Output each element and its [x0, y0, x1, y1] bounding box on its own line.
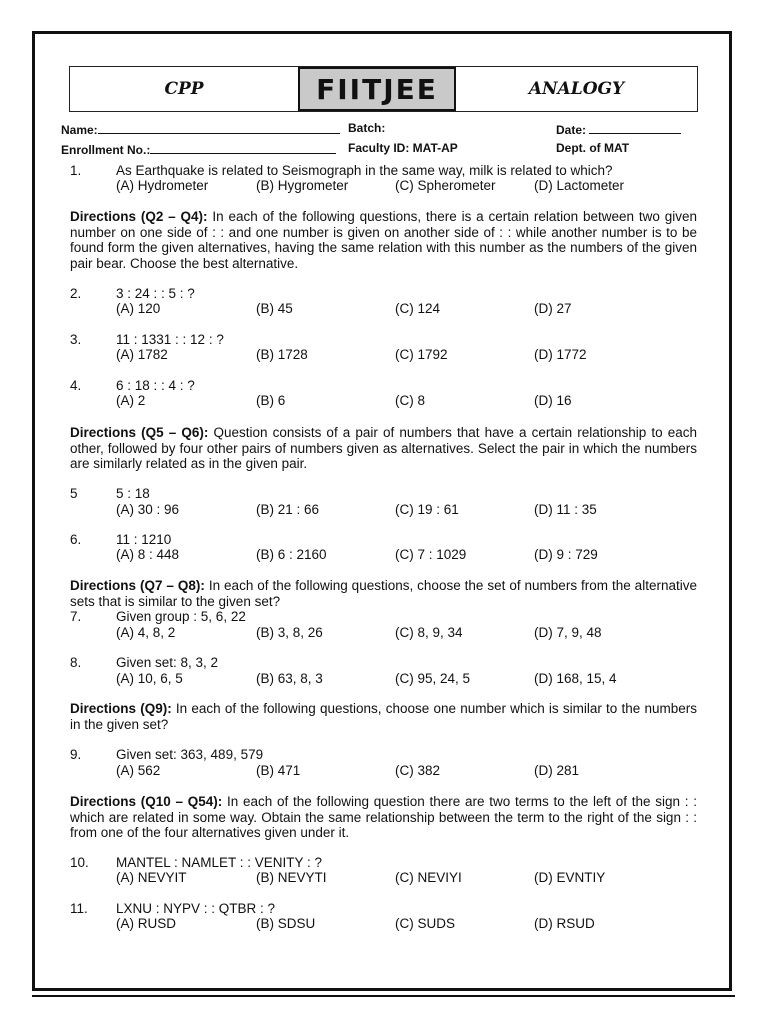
page-border-double-line	[32, 995, 735, 997]
directions-text: In each of the following questions, choose one number which is similar to the numbers in the given set?	[70, 701, 697, 732]
option-a: (A) 8 : 448	[116, 547, 180, 562]
question-stem: 3 : 24 : : 5 : ?	[116, 286, 195, 301]
option-b: (B) 471	[256, 763, 301, 778]
option-c: (C) 1792	[395, 347, 448, 362]
option-d: (D) 281	[534, 763, 580, 778]
question-stem: As Earthquake is related to Seismograph in the same way, milk is related to which?	[116, 163, 613, 178]
question-number: 11.	[70, 901, 88, 916]
department: Dept. of MAT	[556, 141, 630, 155]
date-field	[556, 121, 681, 137]
option-b: (B) 3, 8, 26	[256, 625, 323, 640]
question-number: 4.	[70, 378, 82, 393]
directions-heading: Directions (Q10 – Q54):	[70, 794, 223, 809]
option-d: (D) 11 : 35	[534, 502, 597, 517]
name-line	[98, 121, 340, 134]
option-a: (A) NEVYIT	[116, 870, 187, 885]
date-label: Date:	[556, 123, 587, 137]
date-line	[589, 121, 681, 134]
question-stem: Given set: 363, 489, 579	[116, 747, 264, 762]
option-d: (D) Lactometer	[534, 178, 625, 193]
option-a: (A) 4, 8, 2	[116, 625, 176, 640]
option-a: (A) 1782	[116, 347, 168, 362]
directions-heading: Directions (Q5 – Q6):	[70, 425, 209, 440]
question-stem: Given group : 5, 6, 22	[116, 609, 246, 624]
question-number: 1.	[70, 163, 82, 178]
option-d: (D) 9 : 729	[534, 547, 598, 562]
directions-block	[70, 578, 697, 609]
question-number: 8.	[70, 655, 82, 670]
option-c: (C) 19 : 61	[395, 502, 459, 517]
header-box	[69, 66, 698, 112]
option-d: (D) 1772	[534, 347, 587, 362]
option-d: (D) RSUD	[534, 916, 595, 931]
option-b: (B) Hygrometer	[256, 178, 349, 193]
question-stem: Given set: 8, 3, 2	[116, 655, 219, 670]
question-stem: 5 : 18	[116, 486, 150, 501]
question-number: 2.	[70, 286, 82, 301]
question-stem: 11 : 1331 : : 12 : ?	[116, 332, 224, 347]
question-number: 5	[70, 486, 78, 501]
option-c: (C) 95, 24, 5	[395, 671, 471, 686]
option-c: (C) Spherometer	[395, 178, 496, 193]
option-b: (B) 6	[256, 393, 286, 408]
question-number: 6.	[70, 532, 82, 547]
option-b: (B) 21 : 66	[256, 502, 320, 517]
directions-heading: Directions (Q9):	[70, 701, 172, 716]
option-d: (D) 27	[534, 301, 572, 316]
name-field	[61, 121, 340, 137]
option-b: (B) 6 : 2160	[256, 547, 327, 562]
directions-block	[70, 209, 697, 272]
option-c: (C) 8	[395, 393, 425, 408]
option-c: (C) SUDS	[395, 916, 455, 931]
directions-text: In each of the following question there are two terms to the left of the sign : : which are related in some way. Obtain the same relationship between the term to the right of the sign : : from one of the four alternatives given under it.	[70, 794, 697, 841]
directions-block	[70, 794, 697, 841]
question-stem: MANTEL : NAMLET : : VENITY : ?	[116, 855, 323, 870]
option-c: (C) 124	[395, 301, 441, 316]
option-d: (D) 16	[534, 393, 572, 408]
enrollment-field	[61, 141, 336, 157]
option-d: (D) 168, 15, 4	[534, 671, 617, 686]
option-d: (D) 7, 9, 48	[534, 625, 602, 640]
directions-block	[70, 425, 697, 472]
question-number: 3.	[70, 332, 82, 347]
option-a: (A) 120	[116, 301, 161, 316]
option-d: (D) EVNTIY	[534, 870, 606, 885]
directions-text: In each of the following questions, choose the set of numbers from the alternative sets that is similar to the given set?	[70, 578, 697, 609]
faculty-id: Faculty ID: MAT-AP	[348, 141, 458, 155]
header-topic: ANALOGY	[528, 79, 625, 99]
question-number: 7.	[70, 609, 82, 624]
question-number: 10.	[70, 855, 89, 870]
option-c: (C) NEVIYI	[395, 870, 462, 885]
option-a: (A) 10, 6, 5	[116, 671, 183, 686]
directions-block	[70, 701, 697, 732]
enrollment-label: Enrollment No.:	[61, 143, 151, 157]
option-b: (B) SDSU	[256, 916, 316, 931]
question-stem: LXNU : NYPV : : QTBR : ?	[116, 901, 276, 916]
option-b: (B) 45	[256, 301, 293, 316]
directions-text: In each of the following questions, there is a certain relation between two given number on one side of : : and one number is given on another side of : : while another number is to be found form the given alternatives, having the same relation with this number as the numbers of the given pair bear. Choose the best alternative.	[70, 209, 697, 272]
option-a: (A) 562	[116, 763, 161, 778]
directions-text: Question consists of a pair of numbers that have a certain relationship to each other, followed by four other pairs of numbers given as alternatives. Select the pair in which the numbers are similarly related as in the given pair.	[70, 425, 697, 472]
option-a: (A) 30 : 96	[116, 502, 180, 517]
question-stem: 6 : 18 : : 4 : ?	[116, 378, 195, 393]
option-a: (A) 2	[116, 393, 146, 408]
option-b: (B) 1728	[256, 347, 308, 362]
question-number: 9.	[70, 747, 82, 762]
enrollment-line	[150, 141, 336, 154]
header-cpp: CPP	[164, 79, 204, 99]
directions-heading: Directions (Q7 – Q8):	[70, 578, 205, 593]
directions-heading: Directions (Q2 – Q4):	[70, 209, 208, 224]
option-c: (C) 7 : 1029	[395, 547, 467, 562]
batch-label: Batch:	[348, 121, 386, 135]
option-a: (A) Hydrometer	[116, 178, 209, 193]
question-stem: 11 : 1210	[116, 532, 172, 547]
option-c: (C) 382	[395, 763, 441, 778]
name-label: Name:	[61, 123, 98, 137]
header-logo-fiitjee: FIITJEE	[298, 67, 456, 111]
option-b: (B) NEVYTI	[256, 870, 327, 885]
option-c: (C) 8, 9, 34	[395, 625, 463, 640]
option-a: (A) RUSD	[116, 916, 176, 931]
option-b: (B) 63, 8, 3	[256, 671, 323, 686]
